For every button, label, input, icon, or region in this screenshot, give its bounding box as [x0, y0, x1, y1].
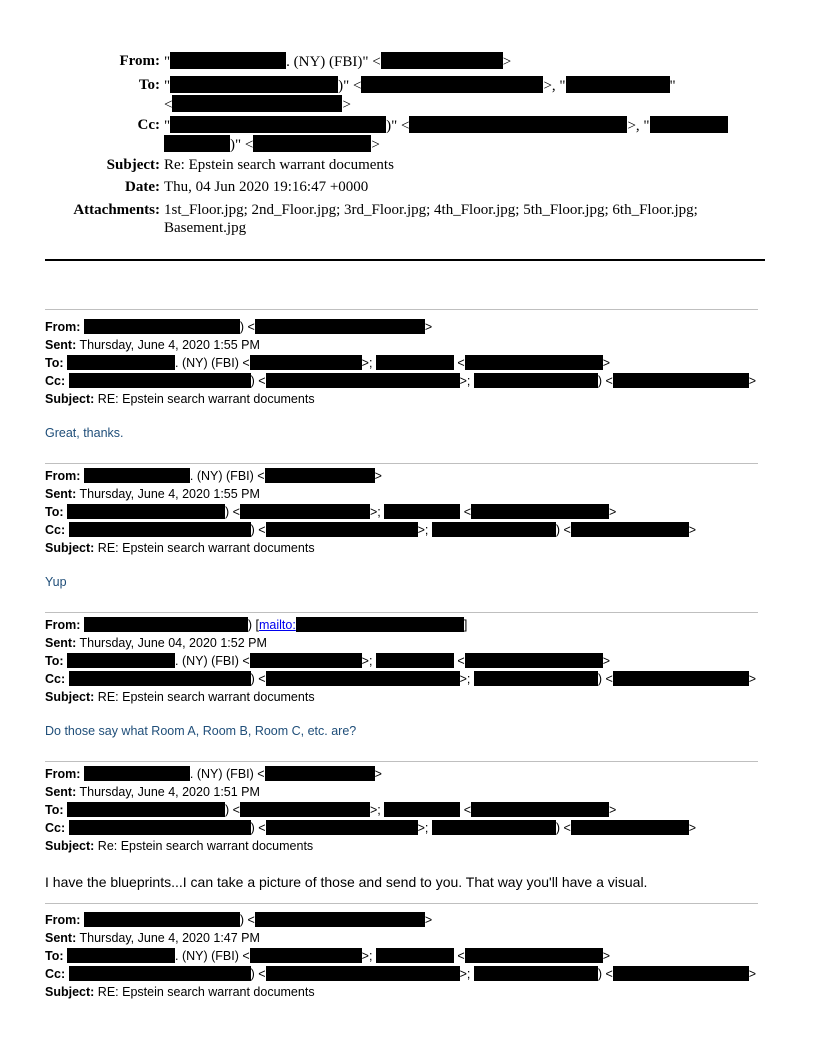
quoted-message-3: [45, 616, 775, 706]
msg-cc-line: Cc: ) < >; ) < >: [45, 967, 757, 981]
redaction-block: [164, 135, 230, 152]
redaction-block: [170, 52, 286, 69]
redaction-block: [240, 504, 370, 519]
redaction-block: [265, 468, 375, 483]
quoted-message-4: [45, 765, 775, 855]
msg-cc-line: Cc: ) < >; ) < >: [45, 374, 757, 388]
header-date-value: Thu, 04 Jun 2020 19:16:47 +0000: [164, 179, 369, 195]
redaction-block: [361, 76, 543, 93]
message-separator: [45, 903, 758, 904]
redaction-block: [381, 52, 503, 69]
redaction-block: [172, 95, 342, 112]
redaction-block: [474, 373, 598, 388]
header-attachments-label: Attachments:: [73, 202, 160, 218]
message-separator: [45, 309, 758, 310]
redaction-block: [432, 522, 556, 537]
header-subject-label: Subject:: [106, 157, 160, 173]
redaction-block: [69, 522, 251, 537]
redaction-block: [474, 966, 598, 981]
redaction-block: [296, 617, 464, 632]
redaction-block: [265, 766, 375, 781]
redaction-block: [84, 912, 240, 927]
header-to-label: To:: [138, 77, 160, 93]
redaction-block: [384, 504, 460, 519]
msg-sent-line: Sent: Thursday, June 4, 2020 1:47 PM: [45, 931, 260, 945]
redaction-block: [376, 355, 454, 370]
redaction-block: [69, 820, 251, 835]
redaction-block: [650, 116, 728, 133]
redaction-block: [571, 522, 689, 537]
redaction-block: [170, 76, 338, 93]
redaction-block: [67, 802, 225, 817]
header-date-label: Date:: [125, 179, 160, 195]
redaction-block: [84, 468, 190, 483]
redaction-block: [67, 948, 175, 963]
msg-cc-line: Cc: ) < >; ) < >: [45, 672, 757, 686]
msg-sent-line: Sent: Thursday, June 4, 2020 1:51 PM: [45, 785, 260, 799]
header-cc-label: Cc:: [137, 117, 160, 133]
header-from-label: From:: [119, 53, 160, 69]
redaction-block: [69, 671, 251, 686]
msg-body: Do those say what Room A, Room B, Room C, etc. are?: [45, 724, 357, 738]
msg-from-line: From: ) < >: [45, 913, 433, 927]
redaction-block: [67, 355, 175, 370]
header-attachments-value: [164, 201, 764, 237]
message-separator: [45, 463, 758, 464]
redaction-block: [266, 966, 460, 981]
quoted-message-2: [45, 467, 775, 557]
redaction-block: [69, 373, 251, 388]
attachments-line-1: 1st_Floor.jpg; 2nd_Floor.jpg; 3rd_Floor.jpg; 4th_Floor.jpg; 5th_Floor.jpg; 6th_Floor.jpg;: [164, 202, 698, 218]
msg-cc-line: Cc: ) < >; ) < >: [45, 523, 697, 537]
msg-subject-line: Subject: Re: Epstein search warrant documents: [45, 839, 314, 853]
redaction-block: [384, 802, 460, 817]
redaction-block: [67, 504, 225, 519]
message-separator: [45, 761, 758, 762]
redaction-block: [465, 948, 603, 963]
redaction-block: [255, 912, 425, 927]
redaction-block: [250, 948, 362, 963]
redaction-block: [69, 966, 251, 981]
attachments-line-2: Basement.jpg: [164, 220, 247, 236]
redaction-block: [67, 653, 175, 668]
redaction-block: [250, 355, 362, 370]
redaction-block: [253, 135, 371, 152]
msg-from-line: From: . (NY) (FBI) < >: [45, 469, 382, 483]
redaction-block: [266, 671, 460, 686]
mailto-link[interactable]: mailto:: [259, 618, 296, 632]
redaction-block: [250, 653, 362, 668]
msg-subject-line: Subject: RE: Epstein search warrant documents: [45, 690, 315, 704]
redaction-block: [84, 766, 190, 781]
redaction-block: [84, 319, 240, 334]
redaction-block: [409, 116, 627, 133]
msg-subject-line: Subject: RE: Epstein search warrant documents: [45, 392, 315, 406]
msg-sent-line: Sent: Thursday, June 04, 2020 1:52 PM: [45, 636, 267, 650]
msg-to-line: To: . (NY) (FBI) < >; < >: [45, 949, 611, 963]
redaction-block: [266, 522, 418, 537]
redaction-block: [255, 319, 425, 334]
redaction-block: [613, 966, 749, 981]
header-subject-value: Re: Epstein search warrant documents: [164, 157, 394, 173]
redaction-block: [465, 653, 603, 668]
msg-to-line: To: . (NY) (FBI) < >; < >: [45, 654, 611, 668]
redaction-block: [266, 373, 460, 388]
msg-subject-line: Subject: RE: Epstein search warrant documents: [45, 541, 315, 555]
redaction-block: [474, 671, 598, 686]
redaction-block: [266, 820, 418, 835]
quoted-message-5: [45, 911, 775, 1001]
redaction-block: [465, 355, 603, 370]
redaction-block: [240, 802, 370, 817]
header-to-value: " )" < >, " " < >: [164, 78, 676, 113]
header-from-value: " . (NY) (FBI)" < >: [164, 54, 512, 70]
msg-body: Yup: [45, 575, 67, 589]
redaction-block: [170, 116, 386, 133]
msg-cc-line: Cc: ) < >; ) < >: [45, 821, 697, 835]
redaction-block: [471, 802, 609, 817]
redaction-block: [571, 820, 689, 835]
msg-from-line: From: . (NY) (FBI) < >: [45, 767, 382, 781]
msg-from-line: From: ) [mailto: ]: [45, 618, 468, 632]
msg-to-line: To: ) < >; < >: [45, 803, 617, 817]
message-separator: [45, 612, 758, 613]
msg-to-line: To: ) < >; < >: [45, 505, 617, 519]
msg-to-line: To: . (NY) (FBI) < >; < >: [45, 356, 611, 370]
header-cc-value: " )" < >, " )" < >: [164, 116, 764, 154]
msg-from-line: From: ) < >: [45, 320, 433, 334]
redaction-block: [432, 820, 556, 835]
quoted-message-1: [45, 318, 775, 408]
redaction-block: [566, 76, 670, 93]
redaction-block: [84, 617, 248, 632]
redaction-block: [376, 653, 454, 668]
msg-body: I have the blueprints...I can take a picture of those and send to you. That way you'll have a visual.: [45, 874, 648, 890]
redaction-block: [471, 504, 609, 519]
header-divider: [45, 259, 765, 261]
msg-body: Great, thanks.: [45, 426, 124, 440]
msg-sent-line: Sent: Thursday, June 4, 2020 1:55 PM: [45, 338, 260, 352]
msg-subject-line: Subject: RE: Epstein search warrant documents: [45, 985, 315, 999]
redaction-block: [613, 671, 749, 686]
msg-sent-line: Sent: Thursday, June 4, 2020 1:55 PM: [45, 487, 260, 501]
redaction-block: [613, 373, 749, 388]
redaction-block: [376, 948, 454, 963]
